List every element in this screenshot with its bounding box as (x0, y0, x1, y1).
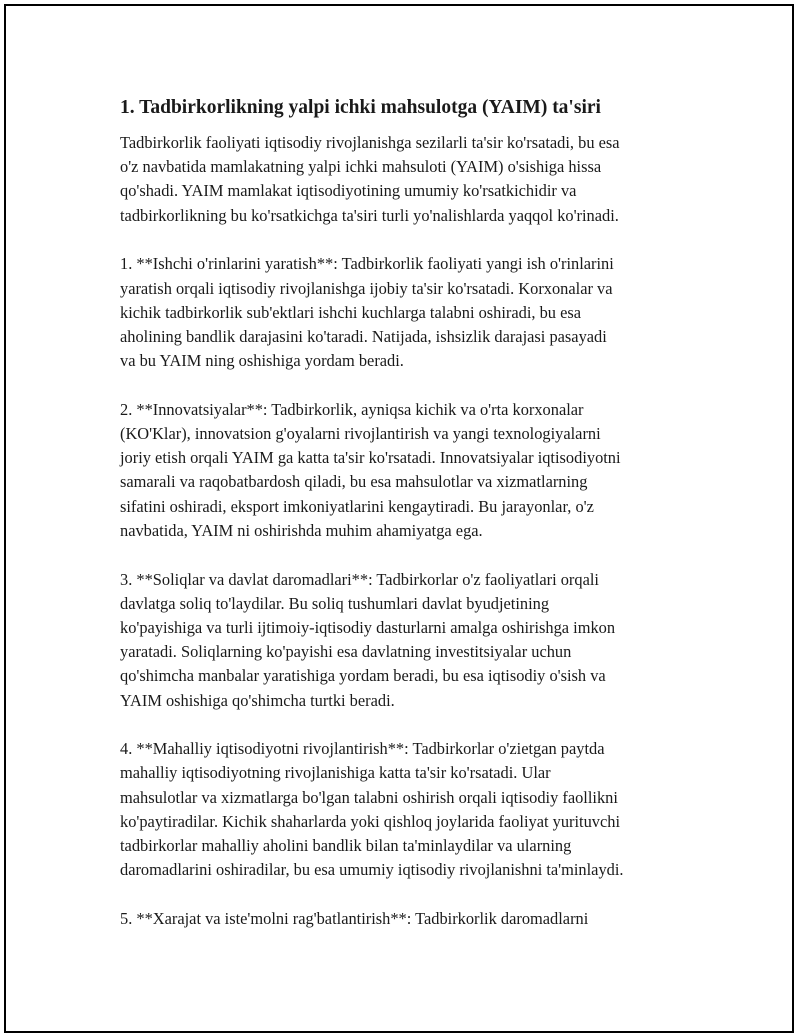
page-frame (4, 4, 794, 1033)
text-line: davlatga soliq to'laydilar. Bu soliq tushumlari davlat byudjetining (120, 593, 550, 613)
text-line: mahalliy iqtisodiyotning rivojlanishiga katta ta'sir ko'rsatadi. Ular (120, 763, 551, 783)
text-line: yaratadi. Soliqlarning ko'payishi esa davlatning investitsiyalar uchun (120, 642, 572, 662)
text-line: 3. **Soliqlar va davlat daromadlari**: Tadbirkorlar o'z faoliyatlari orqali (120, 569, 599, 589)
text-line: qo'shimcha manbalar yaratishiga yordam beradi, bu esa iqtisodiy o'sish va (120, 666, 606, 686)
text-line: 2. **Innovatsiyalar**: Tadbirkorlik, ayniqsa kichik va o'rta korxonalar (120, 399, 584, 419)
text-line: 4. **Mahalliy iqtisodiyotni rivojlantirish**: Tadbirkorlar o'zietgan paytda (120, 739, 605, 759)
text-line: kichik tadbirkorlik sub'ektlari ishchi kuchlarga talabni oshiradi, bu esa (120, 302, 582, 322)
text-line: Tadbirkorlik faoliyati iqtisodiy rivojlanishga sezilarli ta'sir ko'rsatadi, bu esa (120, 133, 620, 152)
text-line: va bu YAIM ning oshishiga yordam beradi. (120, 351, 404, 371)
paragraph-item-1 (120, 252, 700, 373)
text-line: aholining bandlik darajasini ko'taradi. Natijada, ishsizlik darajasi pasayadi (120, 326, 607, 346)
paragraph-item-5 (120, 907, 700, 931)
text-line: YAIM oshishiga qo'shimcha turtki beradi. (120, 690, 395, 710)
text-line: joriy etish orqali YAIM ga katta ta'sir ko'rsatadi. Innovatsiyalar iqtisodiyotni (120, 448, 621, 468)
text-line: 5. **Xarajat va iste'molni rag'batlantirish**: Tadbirkorlik daromadlarni (120, 908, 589, 928)
text-line: navbatida, YAIM ni oshirishda muhim ahamiyatga ega. (120, 520, 483, 540)
text-line: ko'payishiga va turli ijtimoiy-iqtisodiy dasturlarni amalga oshirishga imkon (120, 617, 616, 637)
paragraph-item-2 (120, 398, 700, 543)
text-line: qo'shadi. YAIM mamlakat iqtisodiyotining umumiy ko'rsatkichidir va (120, 181, 577, 201)
text-line: tadbirkorlar mahalliy aholini bandlik bilan ta'minlaydilar va ularning (120, 836, 572, 856)
text-line: o'z navbatida mamlakatning yalpi ichki mahsuloti (YAIM) o'sishiga hissa (120, 157, 602, 177)
text-line: (KO'Klar), innovatsion g'oyalarni rivojlantirish va yangi texnologiyalarni (120, 424, 601, 444)
paragraph-item-4 (120, 737, 700, 882)
text-line: sifatini oshiradi, eksport imkoniyatlarini kengaytiradi. Bu jarayonlar, o'z (120, 496, 594, 516)
paragraph-item-3 (120, 568, 700, 713)
text-line: ko'paytiradilar. Kichik shaharlarda yoki qishloq joylarida faoliyat yurituvchi (120, 811, 621, 831)
text-line: samarali va raqobatbardosh qiladi, bu esa mahsulotlar va xizmatlarning (120, 472, 588, 492)
text-line: mahsulotlar va xizmatlarga bo'lgan talabni oshirish orqali iqtisodiy faollikni (120, 787, 618, 807)
document-title: 1. Tadbirkorlikning yalpi ichki mahsulotga (YAIM) ta'siri (120, 97, 601, 118)
text-line: daromadlarini oshiradilar, bu esa umumiy iqtisodiy rivojlanishni ta'minlaydi. (120, 860, 624, 880)
text-line: 1. **Ishchi o'rinlarini yaratish**: Tadbirkorlik faoliyati yangi ish o'rinlarini (120, 254, 614, 274)
document-content (120, 94, 700, 956)
text-line: tadbirkorlikning bu ko'rsatkichga ta'siri turli yo'nalishlarda yaqqol ko'rinadi. (120, 205, 619, 225)
paragraph-intro (120, 131, 700, 228)
text-line: yaratish orqali iqtisodiy rivojlanishga ijobiy ta'sir ko'rsatadi. Korxonalar va (120, 278, 613, 298)
